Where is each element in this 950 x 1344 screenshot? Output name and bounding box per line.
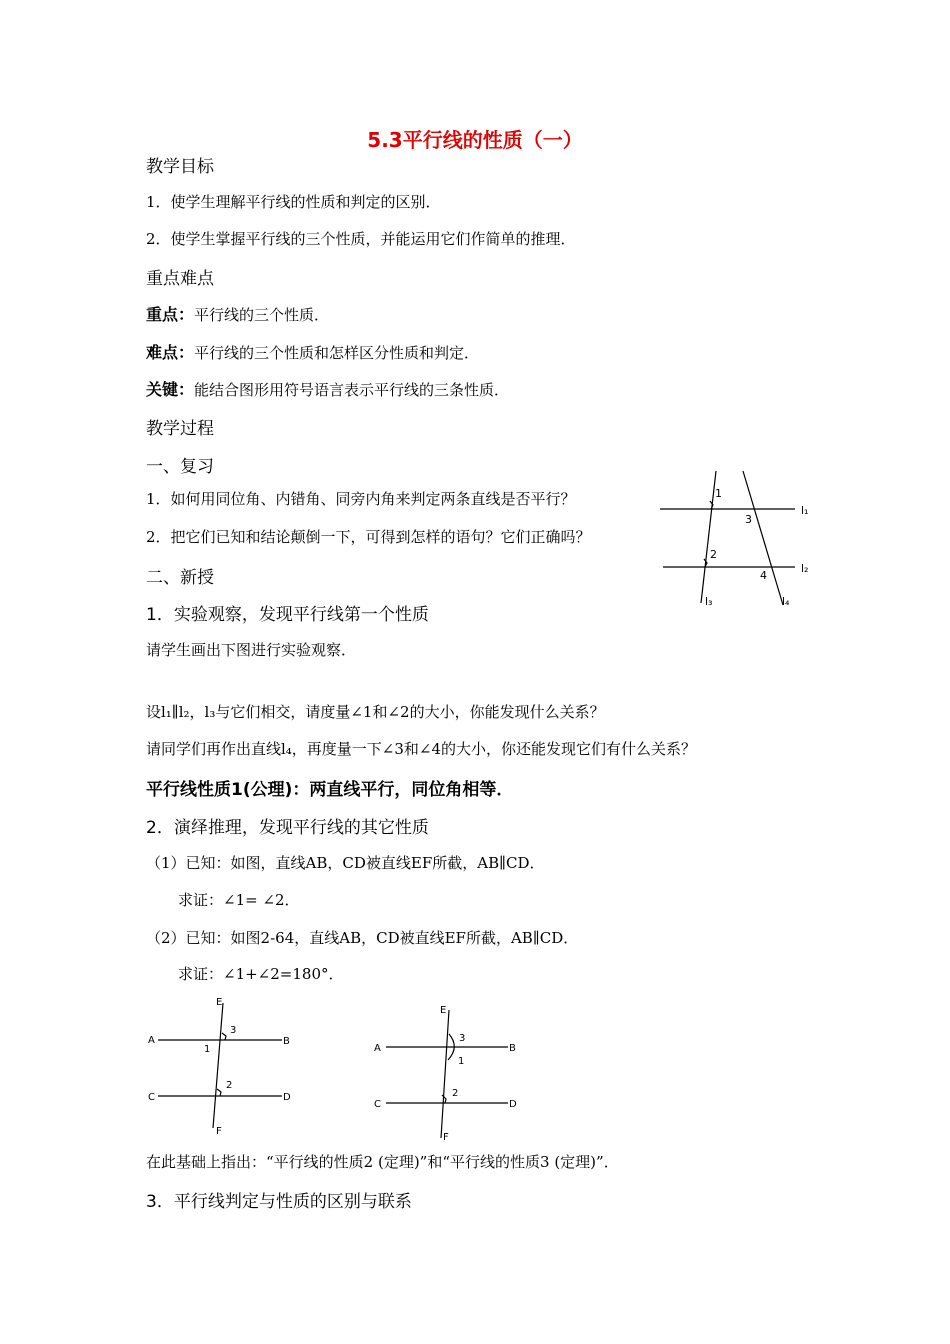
heading-process: 教学过程: [146, 419, 214, 439]
label-2: 2: [226, 1080, 233, 1091]
line-ef: [441, 1010, 449, 1138]
label-c: C: [374, 1099, 381, 1110]
difficult-point: [146, 340, 479, 363]
label-f: F: [216, 1126, 222, 1137]
given-2: （2）已知：如图2-64，直线AB，CD被直线EF所截，AB∥CD．: [146, 929, 579, 947]
line-label-l3: l₃: [705, 595, 713, 608]
sub-heading-3: 3．平行线判定与性质的区别与联系: [146, 1192, 412, 1212]
prove-1: 求证：∠1= ∠2．: [178, 891, 300, 909]
angle-arc-3: [222, 1033, 226, 1040]
point-out-text: 在此基础上指出：“平行线的性质2 (定理)”和“平行线的性质3 (定理)”．: [146, 1153, 619, 1171]
label-a: A: [374, 1043, 381, 1054]
crux-label: 关键：: [146, 380, 195, 399]
key-point: [146, 302, 329, 325]
label-3: 3: [230, 1025, 237, 1036]
sub-heading-2: 2．演绎推理，发现平行线的其它性质: [146, 818, 429, 838]
review-question-1: 1．如何用同位角、内错角、同旁内角来判定两条直线是否平行？: [146, 490, 576, 508]
figure-corresponding-angles: [140, 993, 300, 1138]
key-text: 平行线的三个性质．: [194, 306, 330, 324]
label-a: A: [148, 1035, 155, 1046]
line-l4: [743, 471, 783, 605]
label-d: D: [509, 1099, 517, 1110]
label-b: B: [509, 1043, 516, 1054]
label-e: E: [440, 1005, 447, 1016]
label-1: 1: [458, 1056, 465, 1067]
angle-label-1: 1: [715, 487, 722, 500]
angle-arc-2: [217, 1089, 221, 1096]
goal-2: 2．使学生掌握平行线的三个性质，并能运用它们作简单的推理．: [146, 230, 576, 248]
label-f: F: [443, 1132, 449, 1143]
hard-text: 平行线的三个性质和怎样区分性质和判定．: [194, 344, 480, 362]
label-2: 2: [452, 1088, 459, 1099]
line-label-l4: l₄: [782, 595, 790, 608]
label-1: 1: [204, 1044, 211, 1055]
property-1: 平行线性质1(公理)：两直线平行，同位角相等．: [146, 780, 514, 800]
label-3: 3: [459, 1033, 466, 1044]
redraw-text: 请同学们再作出直线l₄，再度量一下∠3和∠4的大小，你还能发现它们有什么关系？: [146, 740, 697, 758]
prove-2: 求证：∠1+∠2=180°．: [178, 965, 344, 983]
crux-text: 能结合图形用符号语言表示平行线的三条性质．: [194, 381, 510, 399]
heading-goals: 教学目标: [146, 157, 214, 177]
line-label-l1: l₁: [801, 504, 809, 517]
key-label: 重点：: [146, 305, 195, 324]
label-b: B: [283, 1036, 290, 1047]
goal-1: 1．使学生理解平行线的性质和判定的区别．: [146, 193, 441, 211]
label-e: E: [216, 997, 223, 1008]
draw-instruction: 请学生画出下图进行实验观察．: [146, 641, 357, 659]
heading-key-points: 重点难点: [146, 269, 214, 289]
set-text: 设l₁∥l₂，l₃与它们相交，请度量∠1和∠2的大小，你能发现什么关系？: [146, 703, 605, 721]
section-new-lesson: 二、新授: [146, 568, 214, 588]
given-1: （1）已知：如图，直线AB，CD被直线EF所截，AB∥CD．: [146, 854, 545, 872]
line-ef: [213, 1003, 223, 1128]
line-label-l2: l₂: [801, 562, 809, 575]
angle-label-2: 2: [710, 548, 717, 561]
section-review: 一、复习: [146, 457, 214, 477]
parallel-lines-figure: [655, 465, 830, 615]
label-c: C: [148, 1092, 155, 1103]
line-l3: [701, 471, 716, 603]
hard-label: 难点：: [146, 343, 195, 362]
label-d: D: [283, 1092, 291, 1103]
crux-point: [146, 377, 509, 400]
figure-co-interior-angles: [370, 998, 530, 1143]
angle-label-3: 3: [745, 513, 752, 526]
angle-label-4: 4: [760, 569, 767, 582]
page-title: 5.3平行线的性质（一）: [367, 128, 583, 152]
review-question-2: 2．把它们已知和结论颠倒一下，可得到怎样的语句？它们正确吗？: [146, 528, 591, 546]
sub-heading-1: 1．实验观察，发现平行线第一个性质: [146, 605, 429, 625]
